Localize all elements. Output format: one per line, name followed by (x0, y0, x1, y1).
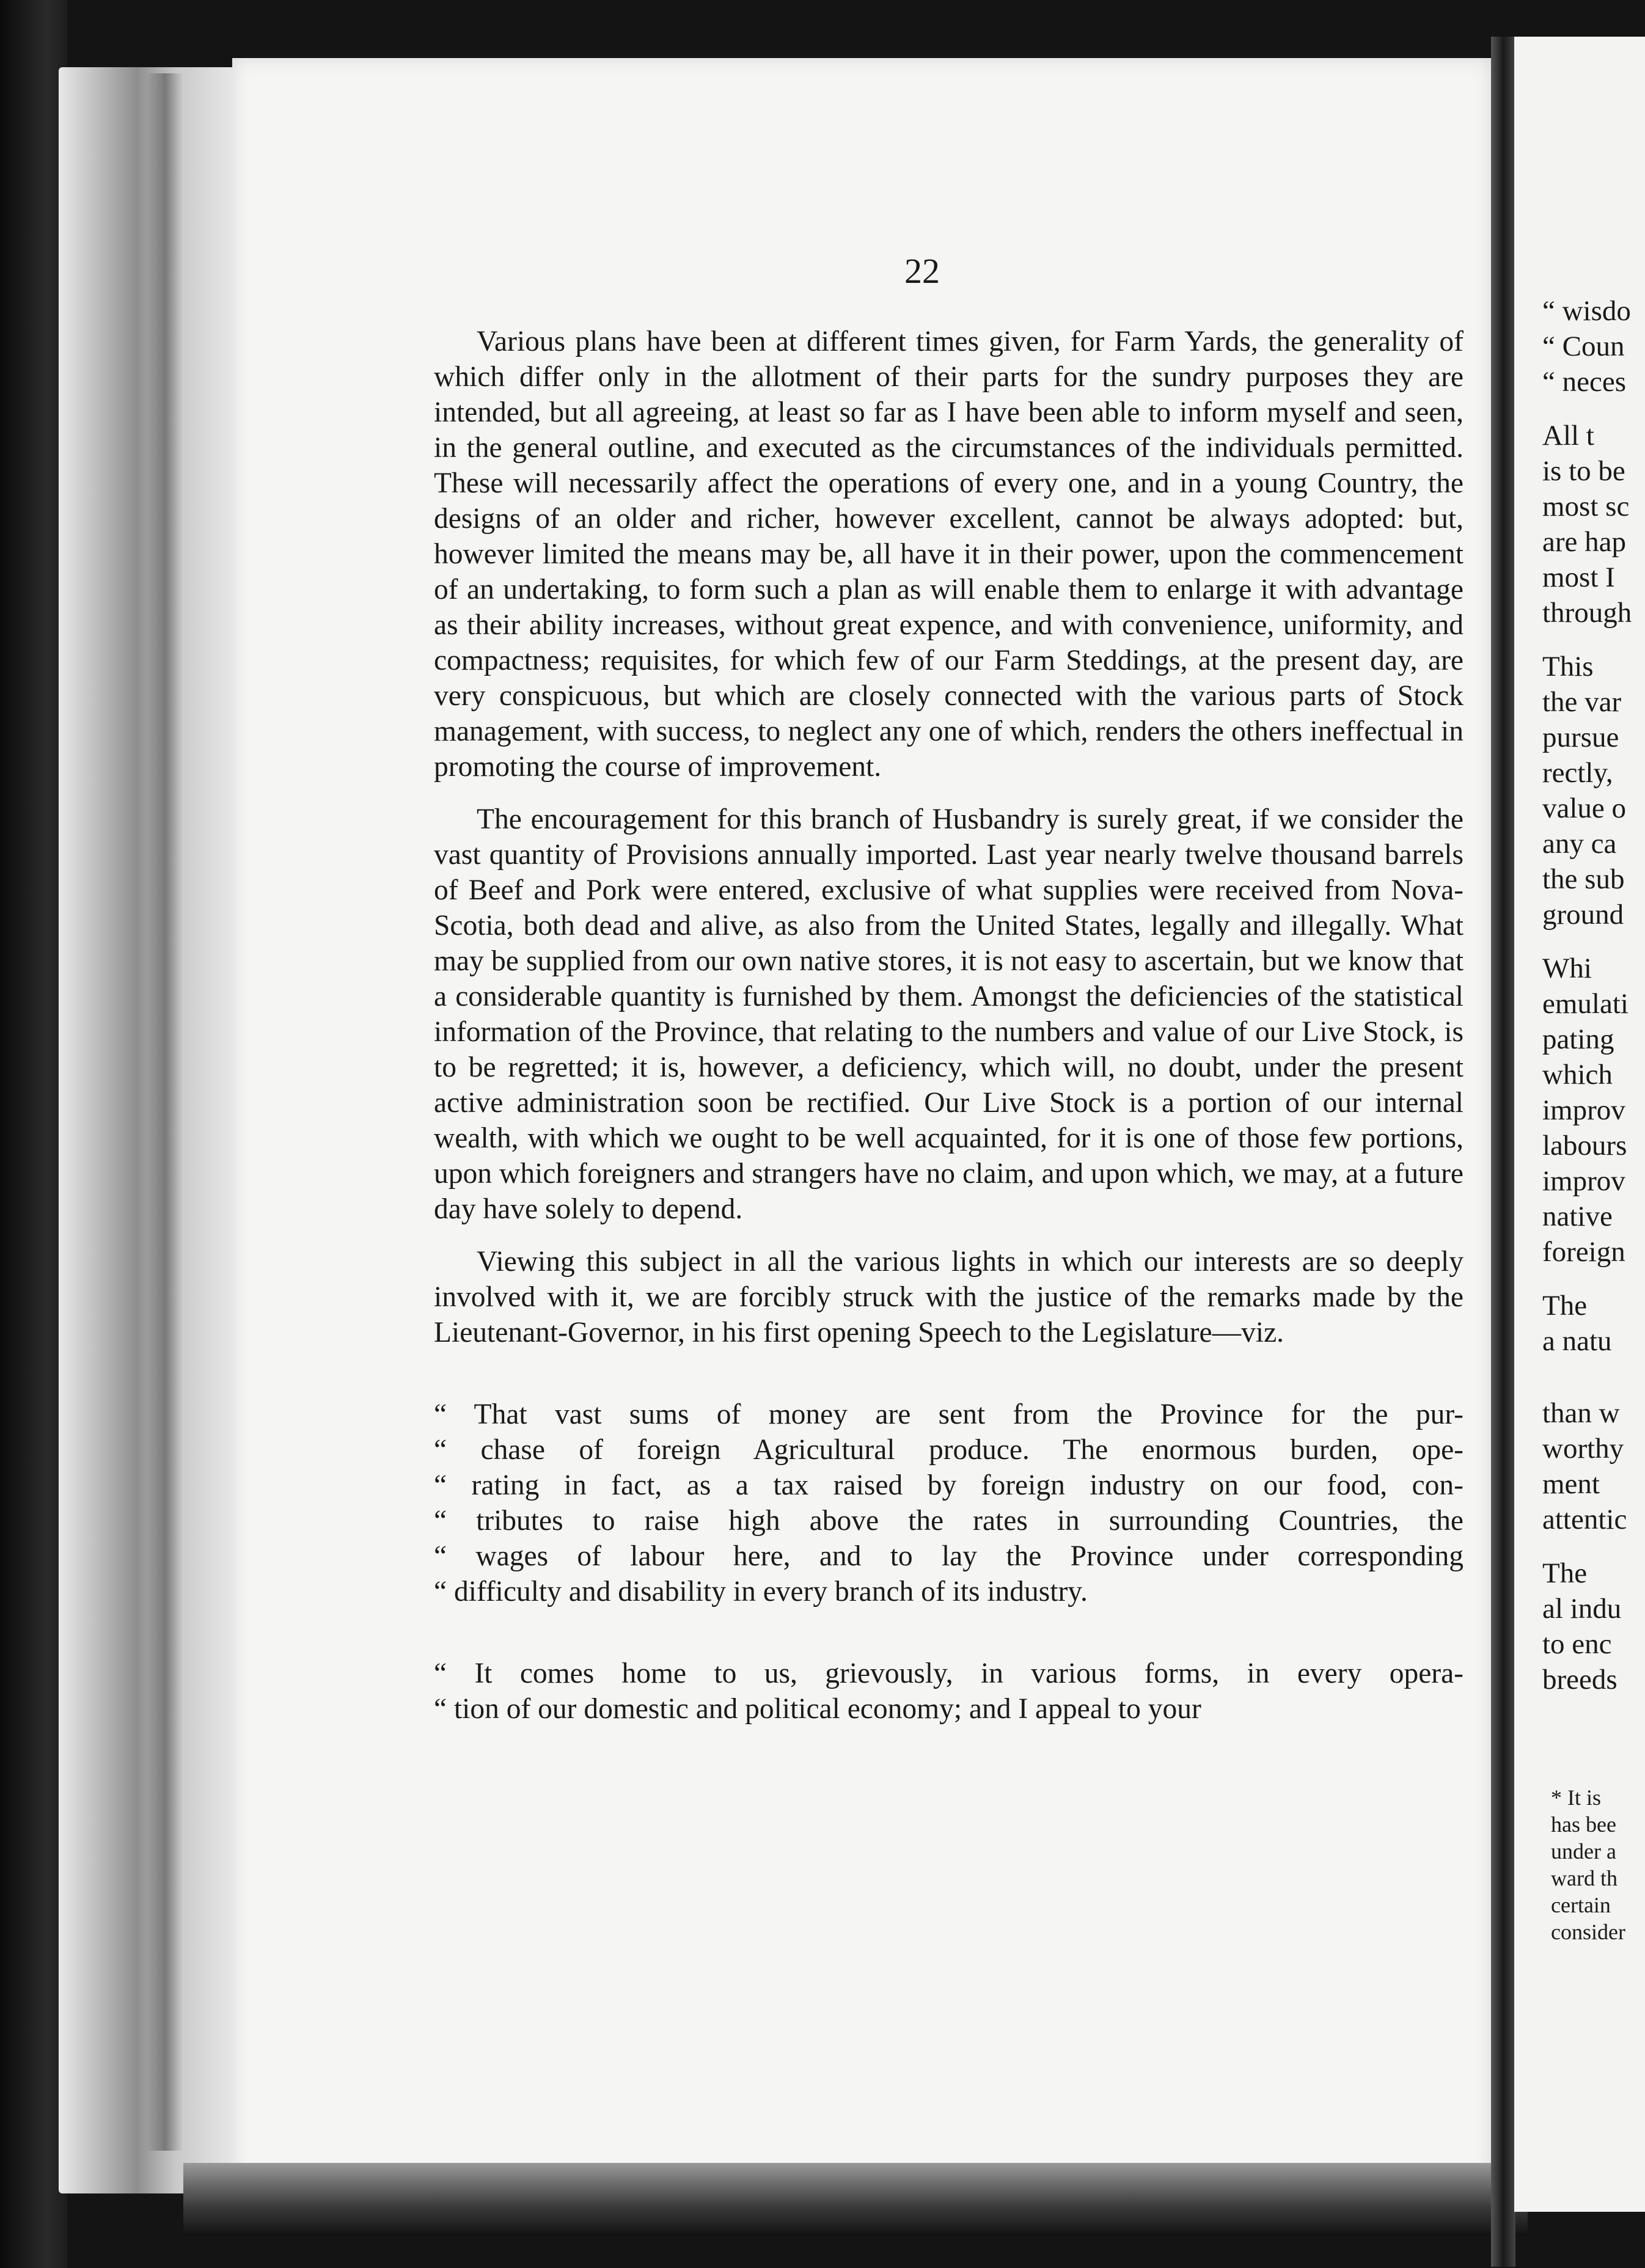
facing-page-footnote-line: certain (1551, 1893, 1611, 1917)
facing-page-line: foreign (1542, 1236, 1625, 1268)
facing-page-line: “ Coun (1542, 331, 1625, 362)
facing-page-line: the sub (1542, 863, 1625, 895)
paragraph-gap (1542, 1359, 1645, 1377)
facing-page-line: most sc (1542, 491, 1630, 522)
facing-page-footnote-line: consider (1551, 1920, 1625, 1944)
quote-line: “ tion of our domestic and political economy; and I appeal to your (434, 1693, 1201, 1725)
facing-page-line: worthy (1542, 1433, 1624, 1465)
facing-page-line: “ wisdo (1542, 295, 1631, 327)
facing-page-line: rectly, (1542, 757, 1613, 789)
facing-page-line: ground (1542, 899, 1624, 931)
facing-page-line: through (1542, 597, 1632, 629)
facing-page-line: al indu (1542, 1593, 1622, 1625)
paragraph-gap (1542, 1270, 1645, 1288)
facing-page-fragment (1514, 37, 1645, 2212)
book-gutter (1491, 37, 1515, 2267)
facing-page-line: All t (1542, 420, 1594, 452)
quote-line: “ That vast sums of money are sent from the Province for the pur- (434, 1399, 1464, 1430)
facing-page-line: any ca (1542, 828, 1617, 860)
facing-page-line: are hap (1542, 526, 1626, 558)
quote-block-1 (434, 1397, 1464, 1609)
paragraph-gap (1542, 932, 1645, 951)
quote-line: “ difficulty and disability in every branch of its industry. (434, 1576, 1088, 1608)
paragraph-viewing-subject: Viewing this subject in all the various lights in which our interests are so deeply involved with it, we are forcibly struck with the justice of the remarks made by the Lieutenant-Governor, in his first opening Speech to the Legislature—viz. (434, 1246, 1464, 1348)
facing-page-footnote-line: * It is (1551, 1785, 1602, 1810)
facing-page-footnote-line: has bee (1551, 1812, 1616, 1837)
facing-page-line: than w (1542, 1397, 1620, 1429)
facing-page-line: pursue (1542, 722, 1619, 753)
facing-page-line: native (1542, 1201, 1613, 1232)
paragraph-gap (1542, 400, 1645, 418)
facing-page-line: improv (1542, 1094, 1625, 1126)
facing-page-line: “ neces (1542, 366, 1626, 398)
fold-shadow (147, 73, 183, 2151)
quote-line: “ rating in fact, as a tax raised by foreign industry on our food, con- (434, 1469, 1464, 1501)
facing-page-text (1542, 293, 1645, 1697)
paragraph-gap (1542, 1537, 1645, 1556)
paragraph-husbandry: The encouragement for this branch of Husbandry is surely great, if we consider the vast quantity of Provisions annually imported. Last year nearly twelve thousand barrels of Beef and Pork were entered, exclusive of what supplies were received from Nova-Scotia, both dead and alive, as also from the United States, legally and illegally. What may be supplied from our own native stores, it is not easy to ascertain, but we know that a considerable quantity is furnished by them. Amongst the deficiencies of the statistical information of the Province, that relating to the numbers and value of our Live Stock, is to be regretted; it is, however, a deficiency, which will, no doubt, under the present active administration soon be rectified. Our Live Stock is a portion of our internal wealth, with which we ought to be well acquainted, for it is one of those few portions, upon which foreigners and strangers have no claim, and upon which, we may, at a future day have solely to depend. (434, 803, 1464, 1225)
scanner-edge (0, 0, 67, 2268)
quote-line: “ chase of foreign Agricultural produce. The enormous burden, ope- (434, 1434, 1464, 1466)
facing-page-footnote-line: ward th (1551, 1866, 1618, 1890)
facing-page-footnote (1551, 1784, 1645, 1945)
paragraph-gap (1542, 631, 1645, 649)
facing-page-line: improv (1542, 1165, 1625, 1197)
facing-page-line: the var (1542, 686, 1622, 718)
paragraph-farm-yards: Various plans have been at different times given, for Farm Yards, the generality of which differ only in the allotment of their parts for the sundry purposes they are intended, but all agreeing, at least so far as I have been able to inform myself and seen, in the general outline, and executed as the circumstances of the individuals permitted. These will necessarily affect the operations of every one, and in a young Country, the designs of an older and richer, however excellent, cannot be always adopted: but, however limited the means may be, all have it in their power, upon the commencement of an undertaking, to form such a plan as will enable them to enlarge it with advantage as their ability increases, without great expence, and with convenience, uniformity, and compactness; requisites, for which few of our Farm Steddings, at the present day, are very conspicuous, but which are closely connected with the various parts of Stock management, with success, to neglect any one of which, renders the others ineffectual in promoting the course of improvement. (434, 326, 1464, 783)
facing-page-line: Whi (1542, 953, 1592, 984)
facing-page-line: most I (1542, 562, 1615, 593)
quote-line: “ It comes home to us, grievously, in various forms, in every opera- (434, 1658, 1464, 1689)
facing-page-line: to enc (1542, 1628, 1612, 1660)
facing-page-line: is to be (1542, 455, 1625, 487)
facing-page-line: value o (1542, 792, 1627, 824)
facing-page-line: a natu (1542, 1325, 1612, 1357)
paragraph-gap (1542, 1377, 1645, 1396)
facing-page-line: pating (1542, 1023, 1614, 1055)
page-number: 22 (904, 251, 940, 291)
facing-page-line: breeds (1542, 1664, 1618, 1696)
facing-page-line: which (1542, 1059, 1613, 1091)
facing-page-line: ment (1542, 1468, 1600, 1500)
facing-page-line: The (1542, 1557, 1588, 1589)
facing-page-footnote-line: under a (1551, 1839, 1616, 1864)
quote-line: “ tributes to raise high above the rates in surrounding Countries, the (434, 1505, 1464, 1537)
facing-page-line: emulati (1542, 988, 1629, 1020)
facing-page-line: The (1542, 1290, 1588, 1322)
quote-line: “ wages of labour here, and to lay the Province under corresponding (434, 1540, 1464, 1572)
page-body (434, 324, 1464, 1744)
facing-page-line: attentic (1542, 1504, 1627, 1535)
quote-block-2 (434, 1656, 1464, 1727)
facing-page-line: labours (1542, 1130, 1627, 1161)
facing-page-line: This (1542, 651, 1594, 682)
page-bottom-shadow (183, 2163, 1528, 2236)
